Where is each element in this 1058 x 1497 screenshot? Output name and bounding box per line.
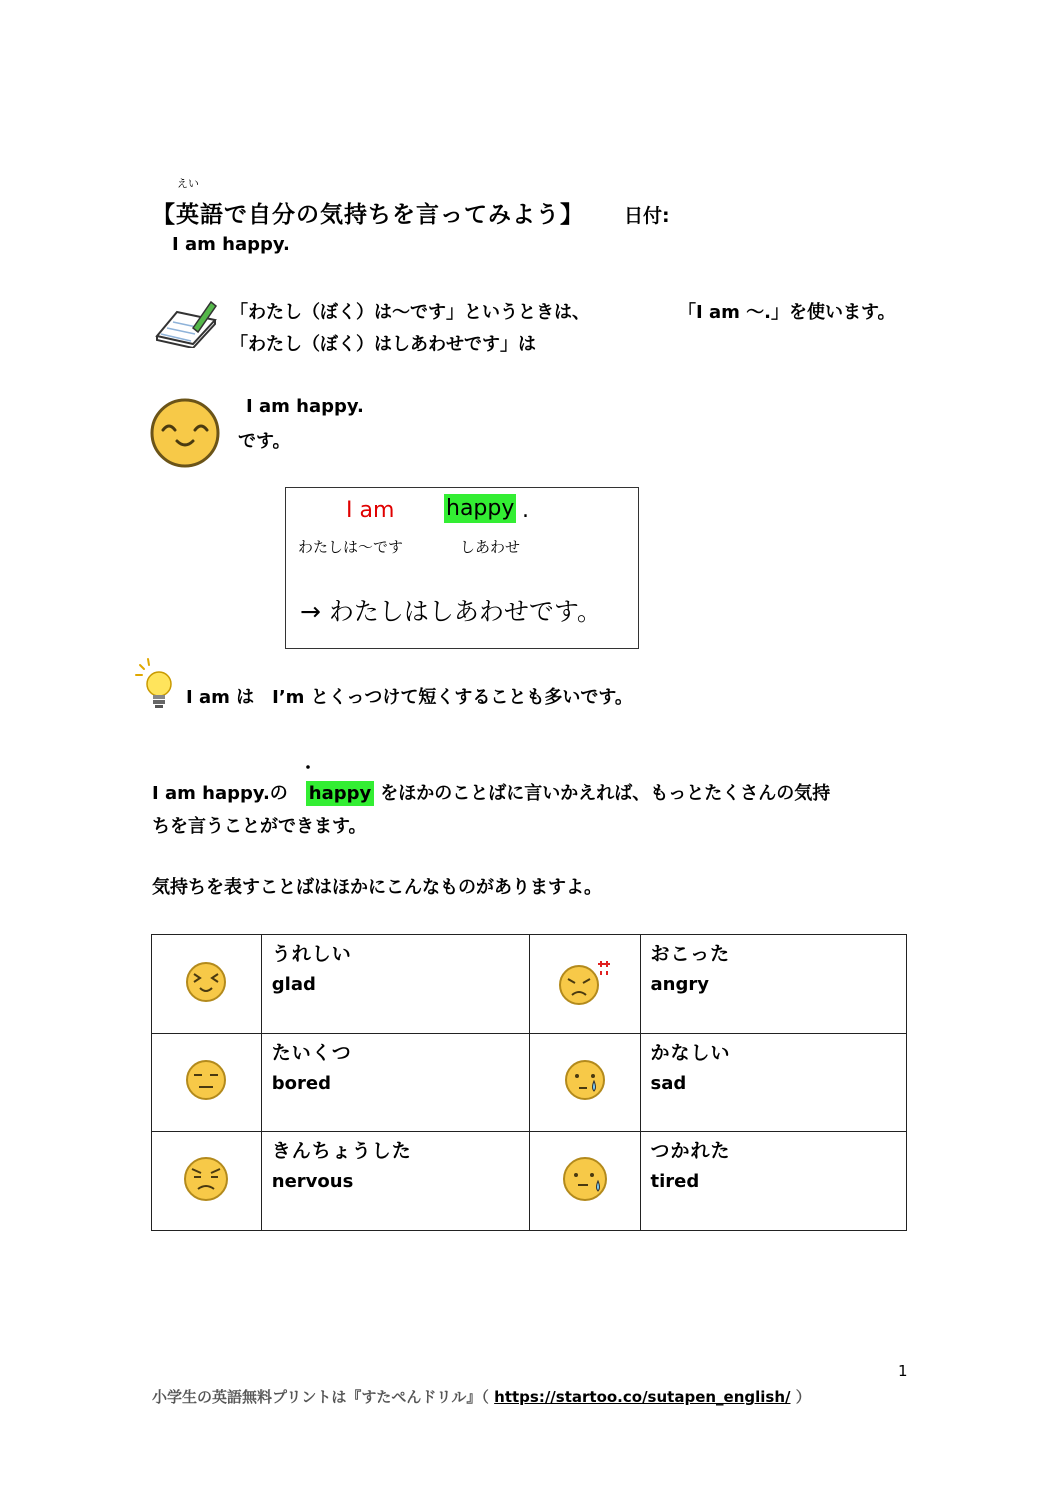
feeling-jp: きんちょうした — [271, 1140, 412, 1163]
feeling-en: angry — [650, 974, 709, 995]
feeling-jp: たいくつ — [271, 1041, 352, 1064]
nervous-face-icon — [182, 1155, 230, 1203]
feeling-nervous — [261, 1132, 529, 1231]
paragraph-prefix: I am happy.の — [152, 783, 288, 804]
feeling-bored — [261, 1033, 529, 1132]
emphasis-dot: ・ — [300, 758, 317, 777]
paragraph-line2: ちを言うことができます。 — [152, 816, 367, 837]
title-ruby: えい — [177, 177, 199, 190]
feeling-tired — [640, 1132, 906, 1231]
angry-face-icon — [557, 957, 613, 1007]
bored-face-icon — [184, 1058, 228, 1102]
table-row — [152, 935, 907, 1034]
gloss-happy: しあわせ — [460, 538, 521, 556]
grinning-face-icon — [184, 960, 228, 1004]
face-cell — [152, 1033, 262, 1132]
footer-link[interactable]: https://startoo.co/sutapen_english/ — [494, 1388, 791, 1406]
feeling-jp: かなしい — [650, 1041, 731, 1064]
face-cell — [152, 1132, 262, 1231]
box-i-am: I am — [346, 498, 395, 523]
smiling-face-icon — [149, 397, 221, 469]
face-cell — [530, 1132, 640, 1231]
paragraph-suffix: をほかのことばに言いかえれば、もっとたくさんの気持 — [380, 783, 831, 804]
notebook-pencil-icon — [153, 298, 219, 348]
explanation-line2: 「わたし（ぼく）はしあわせです」は — [230, 334, 536, 355]
footer-text: 小学生の英語無料プリントは『すたぺんドリル』（ — [152, 1388, 489, 1406]
paragraph-line3: 気持ちを表すことばはほかにこんなものがありますよ。 — [152, 877, 602, 898]
date-label: 日付: — [624, 205, 670, 227]
table-row — [152, 1132, 907, 1231]
intro-sentence: I am happy. — [172, 234, 290, 255]
explanation-line1a: 「わたし（ぼく）は〜です」というときは、 — [230, 302, 590, 323]
lightbulb-icon — [134, 657, 178, 713]
page-number: 1 — [898, 1362, 908, 1380]
feeling-en: tired — [650, 1171, 700, 1193]
tired-face-icon — [561, 1155, 609, 1203]
footer — [152, 1386, 811, 1407]
page-title: 【英語で自分の気持ちを言ってみよう】 — [152, 202, 584, 228]
explanation-line1b: 「I am 〜.」を使います。 — [678, 302, 896, 323]
face-cell — [152, 935, 262, 1034]
gloss-i-am: わたしは〜です — [298, 538, 404, 556]
example-box — [285, 487, 639, 649]
paragraph-line1 — [152, 779, 830, 805]
feelings-table — [151, 934, 907, 1231]
feeling-angry — [640, 935, 906, 1034]
feeling-sad — [640, 1033, 906, 1132]
feeling-en: nervous — [271, 1171, 354, 1193]
feeling-jp: つかれた — [650, 1140, 731, 1163]
face-cell — [530, 1033, 640, 1132]
example-desu: です。 — [238, 431, 291, 452]
face-cell — [530, 935, 640, 1034]
crying-face-icon — [563, 1058, 607, 1102]
tip-text: I am は I’m とくっつけて短くすることも多いです。 — [186, 687, 633, 708]
feeling-jp: うれしい — [271, 943, 352, 965]
box-period: . — [522, 498, 529, 523]
table-row — [152, 1033, 907, 1132]
feeling-glad — [261, 935, 529, 1034]
box-happy: happy — [446, 496, 515, 521]
box-translation: → わたしはしあわせです。 — [300, 597, 602, 626]
example-english: I am happy. — [246, 396, 364, 417]
paragraph-highlight: happy — [306, 781, 374, 806]
feeling-en: glad — [271, 974, 316, 995]
footer-close: ） — [795, 1388, 811, 1406]
feeling-jp: おこった — [650, 943, 731, 965]
feeling-en: bored — [271, 1072, 332, 1094]
feeling-en: sad — [650, 1072, 687, 1094]
